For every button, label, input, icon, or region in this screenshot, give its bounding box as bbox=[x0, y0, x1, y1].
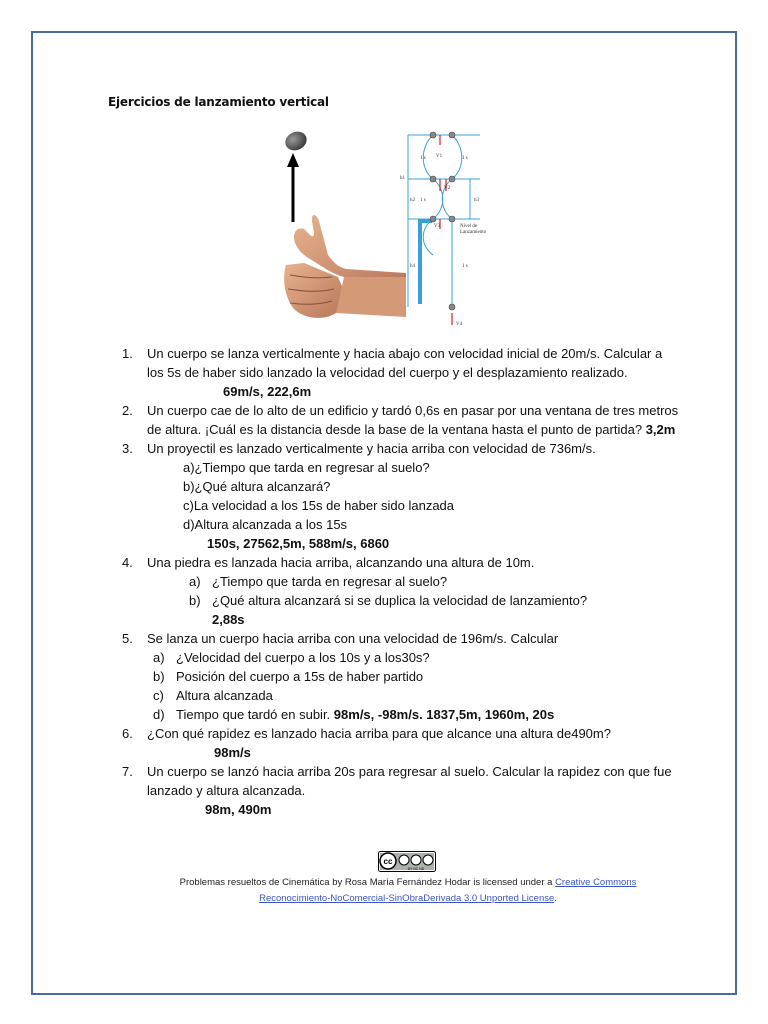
problem-item-2: 2. Un cuerpo cae de lo alto de un edificio y tardó 0,6s en pasar por una ventana de tres metros de altura. ¡Cuál es la distancia desde la base de la ventana hasta el punto de partida? 3,2m bbox=[122, 403, 679, 437]
problem-answer: 3,2m bbox=[645, 422, 676, 437]
problem-answer: 98m/s bbox=[214, 745, 251, 760]
sub-question: b) Posición del cuerpo a 15s de haber partido bbox=[153, 669, 424, 684]
problem-text: Un cuerpo se lanzó hacia arriba 20s para regresar al suelo. Calcular la rapidez con que fue lanzado y altura alcanzada. bbox=[147, 764, 672, 798]
sub-question: b)¿Qué altura alcanzará? bbox=[183, 479, 331, 494]
svg-text:h3: h3 bbox=[474, 198, 479, 203]
svg-text:V1: V1 bbox=[436, 154, 443, 159]
problem-answer: 98m, 490m bbox=[205, 802, 272, 817]
problem-text: Una piedra es lanzada hacia arriba, alcanzando una altura de 10m. bbox=[147, 555, 535, 570]
sub-question: c)La velocidad a los 15s de haber sido lanzada bbox=[183, 498, 455, 513]
problem-item-7: 7. Un cuerpo se lanzó hacia arriba 20s para regresar al suelo. Calcular la rapidez con que fue lanzado y altura alcanzada. 98m, 490m bbox=[122, 762, 682, 819]
sub-question: a) ¿Tiempo que tarda en regresar al suelo? bbox=[189, 574, 448, 589]
problem-text: Un cuerpo cae de lo alto de un edificio y tardó 0,6s en pasar por una ventana de tres metros de altura. ¡Cuál es la distancia desde la base de la ventana hasta el punto de partida? bbox=[147, 403, 679, 437]
svg-text:1 s: 1 s bbox=[420, 198, 426, 203]
problem-text: Un cuerpo se lanza verticalmente y hacia abajo con velocidad inicial de 20m/s. Calcular a los 5s de haber sido lanzado la velocidad del cuerpo y el desplazamiento realizado. bbox=[147, 346, 663, 380]
problem-answer: 69m/s, 222,6m bbox=[223, 384, 312, 399]
license-link[interactable]: Reconocimiento-NoComercial-SinObraDerivada 3.0 Unported License bbox=[259, 893, 555, 904]
svg-text:1 s: 1 s bbox=[462, 264, 468, 269]
problem-item-5: 5. Se lanza un cuerpo hacia arriba con una velocidad de 196m/s. Calcular a) ¿Velocidad del cuerpo a los 10s y a los30s? b) Posición del cuerpo a 15s de haber partido c) Altura alcanzada d) Tiempo que tardó en subir. 98m/s, -98m/s. 1837,5m, 1960m, 20s bbox=[122, 629, 682, 724]
svg-text:h1: h1 bbox=[400, 176, 405, 181]
problem-text: Un proyectil es lanzado verticalmente y hacia arriba con velocidad de 736m/s. bbox=[147, 441, 596, 456]
svg-text:1 s: 1 s bbox=[420, 156, 426, 161]
license-link[interactable]: Creative Commons bbox=[555, 877, 637, 888]
problem-item-6: 6. ¿Con qué rapidez es lanzado hacia arriba para que alcance una altura de490m? 98m/s bbox=[122, 724, 682, 762]
hand-coin-illustration bbox=[276, 127, 406, 327]
hand-icon bbox=[284, 215, 406, 318]
problem-text: Se lanza un cuerpo hacia arriba con una velocidad de 196m/s. Calcular bbox=[147, 631, 559, 646]
problem-item-3: 3. Un proyectil es lanzado verticalmente y hacia arriba con velocidad de 736m/s. a)¿Tiempo que tarda en regresar al suelo? b)¿Qué altura alcanzará? c)La velocidad a los 15s de haber sido lanzada d)Altura alcanzada a los 15s 150s, 27562,5m, 588m/s, 6860 bbox=[122, 439, 682, 553]
problem-answer: 150s, 27562,5m, 588m/s, 6860 bbox=[207, 536, 390, 551]
svg-text:Nivel de: Nivel de bbox=[460, 224, 478, 229]
problem-text: ¿Con qué rapidez es lanzado hacia arriba para que alcance una altura de490m? bbox=[147, 726, 611, 741]
coin-icon bbox=[282, 128, 310, 154]
sub-question: d) Tiempo que tardó en subir. 98m/s, -98m/s. 1837,5m, 1960m, 20s bbox=[153, 707, 555, 722]
cc-license-badge[interactable] bbox=[378, 851, 436, 872]
svg-text:V2: V2 bbox=[444, 186, 451, 191]
problem-item-1: 1. Un cuerpo se lanza verticalmente y hacia abajo con velocidad inicial de 20m/s. Calcular a los 5s de haber sido lanzado la velocidad del cuerpo y el desplazamiento realizado. 69m/s, 222,6m bbox=[122, 346, 663, 399]
document-title: Ejercicios de lanzamiento vertical bbox=[108, 95, 329, 109]
svg-text:BY NC ND: BY NC ND bbox=[407, 867, 425, 871]
sub-question-list bbox=[147, 572, 682, 629]
svg-text:h4: h4 bbox=[410, 264, 415, 269]
sub-question: c) Altura alcanzada bbox=[153, 688, 273, 703]
svg-text:Lanzamiento: Lanzamiento bbox=[460, 230, 487, 235]
svg-text:h2: h2 bbox=[410, 198, 415, 203]
svg-text:V3: V3 bbox=[434, 224, 441, 229]
problem-answer: 2,88s bbox=[212, 612, 245, 627]
problem-item-4: 4. Una piedra es lanzada hacia arriba, alcanzando una altura de 10m. a) ¿Tiempo que tarda en regresar al suelo? b) ¿Qué altura alcanzará si se duplica la velocidad de lanzamiento? 2,88s bbox=[122, 553, 682, 629]
vertical-launch-diagram bbox=[400, 127, 500, 332]
cc-icon: cc bbox=[383, 857, 393, 866]
problem-answer: 98m/s, -98m/s. 1837,5m, 1960m, 20s bbox=[333, 707, 555, 722]
svg-text:1 s: 1 s bbox=[462, 156, 468, 161]
problem-list bbox=[122, 344, 682, 819]
svg-text:V4: V4 bbox=[456, 322, 463, 327]
sub-question-list bbox=[147, 458, 682, 553]
sub-question-list bbox=[147, 648, 682, 724]
sub-question: d)Altura alcanzada a los 15s bbox=[183, 517, 348, 532]
sub-question: b) ¿Qué altura alcanzará si se duplica la velocidad de lanzamiento? bbox=[189, 593, 588, 608]
sub-question: a) ¿Velocidad del cuerpo a los 10s y a los30s? bbox=[153, 650, 430, 665]
sub-question: a)¿Tiempo que tarda en regresar al suelo? bbox=[183, 460, 430, 475]
license-notice: Problemas resueltos de Cinemática by Rosa María Fernández Hodar is licensed under a Creative Commons Reconocimiento-NoComercial-SinObraDerivada 3.0 Unported License. bbox=[179, 877, 637, 904]
